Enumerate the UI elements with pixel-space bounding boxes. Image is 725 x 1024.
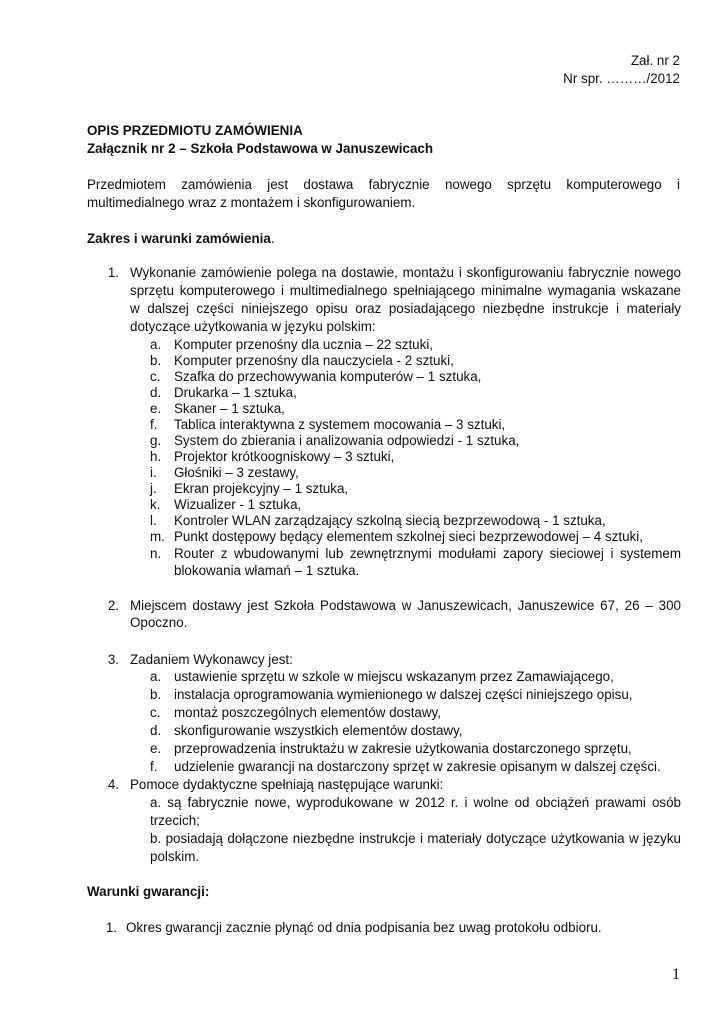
list-item: skonfigurowanie wszystkich elementów dostawy, [174,723,463,738]
list-item: Tablica interaktywna z systemem mocowania – 3 sztuki, [174,417,506,432]
list-number: 1. [105,920,117,935]
list-label: f. [150,759,158,774]
delivery-place-line-1: Miejscem dostawy jest Szkoła Podstawowa w Januszewicach, Januszewice 67, 26 – 300 [130,598,681,613]
list-label: j. [150,481,157,496]
list-item: instalacja oprogramowania wymienionego w dalszej części niniejszego opisu, [174,687,633,702]
list-item-continuation: blokowania włamań – 1 sztuka. [174,563,360,578]
attachment-number: Zał. nr 2 [630,53,680,68]
section-heading-scope [87,230,275,248]
list-label: d. [150,723,162,738]
document-subtitle: Załącznik nr 2 – Szkoła Podstawowa w Januszewicach [87,141,434,156]
list-label: c. [150,705,161,720]
list-label: b. [150,687,162,702]
list-item: System do zbierania i analizowania odpowiedzi - 1 sztuka, [174,433,520,448]
teaching-aids-condition-a-cont: trzecich; [150,813,200,828]
list-label: a. [150,669,162,684]
intro-line-1: Przedmiotem zamówienia jest dostawa fabrycznie nowego sprzętu komputerowego i [87,177,680,192]
list-label: d. [150,385,162,400]
list-item: Drukarka – 1 sztuka, [174,385,297,400]
list-item: montaż poszczególnych elementów dostawy, [174,705,441,720]
list-item: Punkt dostępowy będący elementem szkolnej sieci bezprzewodowej – 4 sztuki, [174,529,643,544]
item1-line: sprzętu komputerowego i multimedialnego spełniającego minimalne wymagania wskazane [130,283,681,298]
list-label: n. [150,546,162,561]
list-item: Projektor krótkoogniskowy – 3 sztuki, [174,449,395,464]
section-heading-warranty: Warunki gwarancji: [87,884,210,899]
list-item: Router z wbudowanymi lub zewnętrznymi modułami zapory sieciowej i systemem [174,546,681,561]
list-item: Wizualizer - 1 sztuka, [174,497,302,512]
case-number: Nr spr. ………/2012 [563,71,680,86]
list-label: f. [150,417,158,432]
list-label: e. [150,741,162,756]
teaching-aids-condition-a: a. są fabrycznie nowe, wyprodukowane w 2012 r. i wolne od obciążeń prawami osób [150,795,681,810]
list-label: e. [150,401,162,416]
list-label: i. [150,465,157,480]
list-item: Głośniki – 3 zestawy, [174,465,299,480]
list-label: c. [150,369,161,384]
list-item: Ekran projekcyjny – 1 sztuka, [174,481,349,496]
teaching-aids-condition-b-cont: polskim. [150,849,200,864]
list-item: ustawienie sprzętu w szkole w miejscu wskazanym przez Zamawiającego, [174,669,614,684]
list-label: b. [150,353,162,368]
warranty-period-text: Okres gwarancji zacznie płynąć od dnia podpisania bez uwag protokołu odbioru. [126,920,602,935]
list-item: Komputer przenośny dla nauczyciela - 2 sztuki, [174,353,454,368]
list-number: 2. [107,598,119,613]
document-title: OPIS PRZEDMIOTU ZAMÓWIENIA [87,123,303,138]
list-item: Komputer przenośny dla ucznia – 22 sztuki, [174,337,434,352]
list-label: g. [150,433,162,448]
list-label: a. [150,337,162,352]
section-heading-suffix: . [270,231,275,246]
list-number: 3. [107,652,119,667]
page-number: 1 [672,966,680,983]
list-number: 1. [107,265,119,280]
list-item: Kontroler WLAN zarządzający szkolną siecią bezprzewodową - 1 sztuka, [174,513,606,528]
list-item: Szafka do przechowywania komputerów – 1 sztuka, [174,369,482,384]
delivery-place-line-2: Opoczno. [130,615,188,630]
item1-line: dotyczące użytkowania w języku polskim: [130,319,376,334]
list-item: udzielenie gwarancji na dostarczony sprzęt w zakresie opisanym w dalszej części. [174,759,661,774]
teaching-aids-lead: Pomoce dydaktyczne spełniają następujące warunki: [130,777,444,792]
list-label: m. [150,529,165,544]
list-number: 4. [107,777,119,792]
item1-line: w dalszej części niniejszego opisu oraz posiadającego niezbędne instrukcje i materiały [130,301,681,316]
section-heading-text: Zakres i warunki zamówienia [87,231,271,246]
teaching-aids-condition-b: b. posiadają dołączone niezbędne instrukcje i materiały dotyczące użytkowania w języku [150,831,681,846]
list-label: k. [150,497,161,512]
list-item: Skaner – 1 sztuka, [174,401,285,416]
list-item: przeprowadzenia instruktażu w zakresie użytkowania dostarczonego sprzętu, [174,741,632,756]
list-label: l. [150,513,157,528]
intro-line-2: multimedialnego wraz z montażem i skonfigurowaniem. [87,195,416,210]
list-label: h. [150,449,162,464]
contractor-tasks-lead: Zadaniem Wykonawcy jest: [130,652,293,667]
item1-line: Wykonanie zamówienie polega na dostawie, montażu i skonfigurowaniu fabrycznie nowego [130,265,681,280]
